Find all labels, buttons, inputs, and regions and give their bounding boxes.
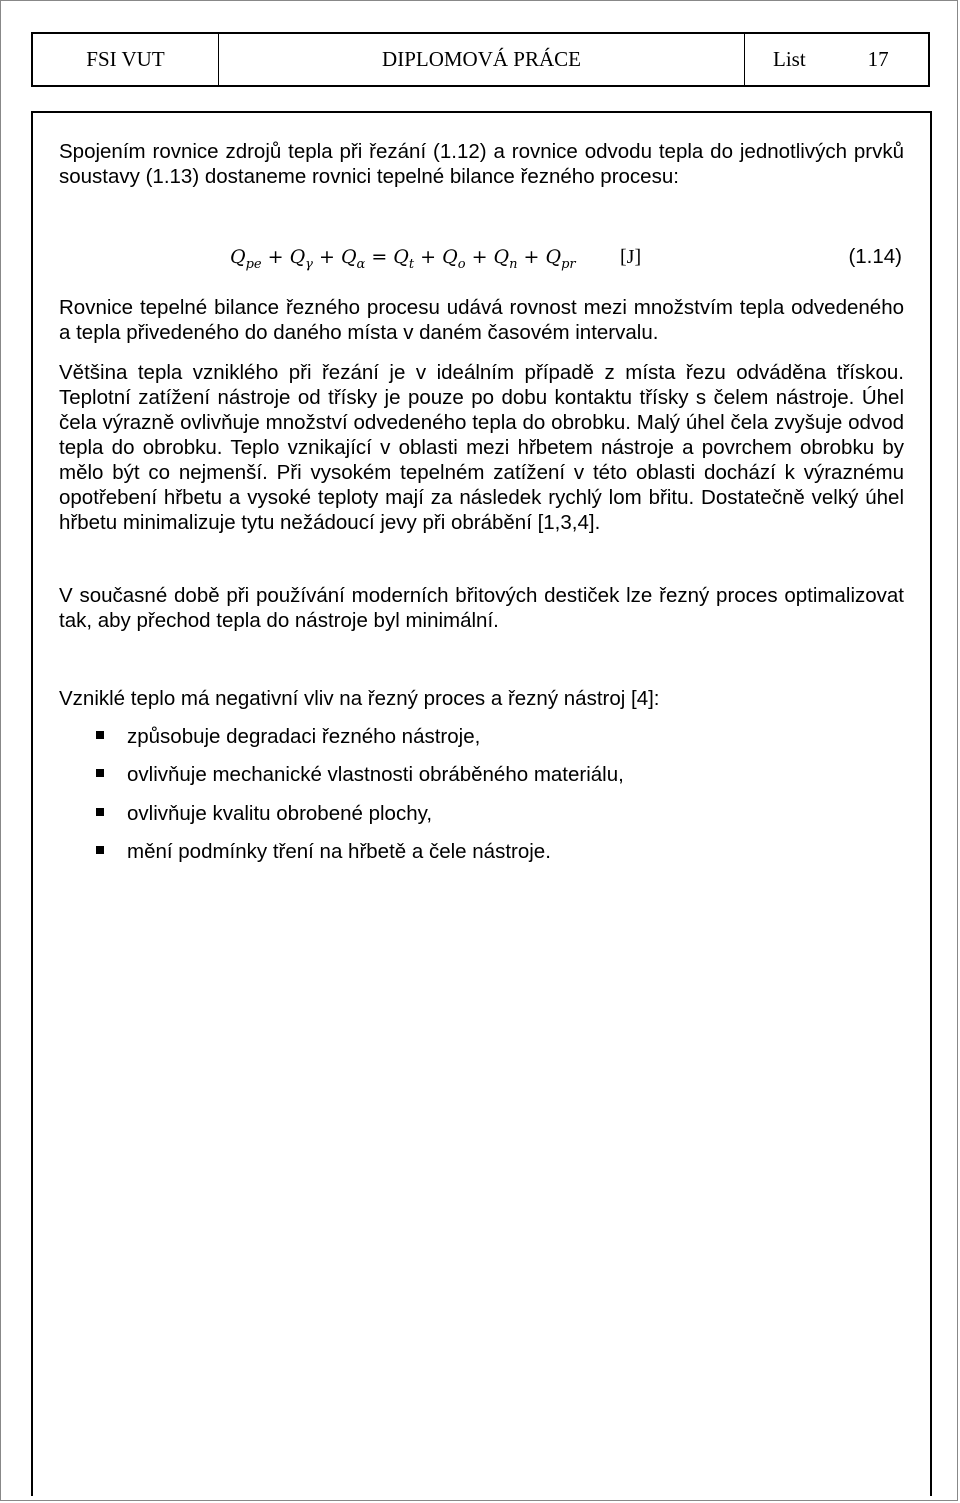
paragraph-balance-definition: Rovnice tepelné bilance řezného procesu udává rovnost mezi množstvím tepla odvedeného a tepla přivedeného do daného místa v daném časovém intervalu. xyxy=(59,296,904,344)
equation-number: (1.14) xyxy=(848,245,902,268)
page-header xyxy=(31,32,930,87)
list-item: ovlivňuje mechanické vlastnosti obráběného materiálu, xyxy=(59,762,904,800)
list-item: ovlivňuje kvalitu obrobené plochy, xyxy=(59,801,904,839)
header-list-label: List xyxy=(773,47,806,71)
effects-list xyxy=(59,724,904,877)
paragraph-heat-distribution: Většina tepla vzniklého při řezání je v ideálním případě z místa řezu odváděna třískou. Teplotní zatížení nástroje od třísky je pouze po dobu kontaktu třísky s čelem nástroje. Úhel čela výrazně ovlivňuje množství odvedeného tepla do obrobku. Malý úhel čela zvyšuje odvod tepla do obrobku. Teplo vznikající v oblasti mezi hřbetem nástroje a povrchem obrobku by mělo být co nejmenší. Při vysokém tepelném zatížení v této oblasti dochází k výraznému opotřebení hřbetu a vysoké teploty mají za následek rychlý lom břitu. Dostatečně velký úhel hřbetu minimalizuje tytu nežádoucí jevy při obrábění [1,3,4]. xyxy=(59,361,904,534)
bullet-square-icon xyxy=(96,846,104,854)
equation-unit: [J] xyxy=(620,246,642,268)
bullet-square-icon xyxy=(96,769,104,777)
header-page-number: 17 xyxy=(867,47,889,71)
list-item: mění podmínky tření na hřbetě a čele nástroje. xyxy=(59,839,904,877)
paragraph-modern-inserts: V současné době při používání moderních břitových destiček lze řezný proces optimalizovat tak, aby přechod tepla do nástroje byl minimální. xyxy=(59,584,904,632)
list-item: způsobuje degradaci řezného nástroje, xyxy=(59,724,904,762)
equation-expression: $Q_{pe} + Q_\gamma + Q_\alpha = Q_t + Q_o + Q_n + Q_{pr}$ xyxy=(230,246,576,272)
header-page-info xyxy=(745,34,928,85)
header-faculty: FSI VUT xyxy=(33,34,219,85)
header-document-type: DIPLOMOVÁ PRÁCE xyxy=(219,34,745,85)
paragraph-negative-effects: Vzniklé teplo má negativní vliv na řezný proces a řezný nástroj [4]: xyxy=(59,687,660,710)
bullet-square-icon xyxy=(96,808,104,816)
bullet-square-icon xyxy=(96,731,104,739)
heat-balance-equation xyxy=(230,244,642,278)
paragraph-intro: Spojením rovnice zdrojů tepla při řezání (1.12) a rovnice odvodu tepla do jednotlivých prvků soustavy (1.13) dostaneme rovnici tepelné bilance řezného procesu: xyxy=(59,140,904,188)
